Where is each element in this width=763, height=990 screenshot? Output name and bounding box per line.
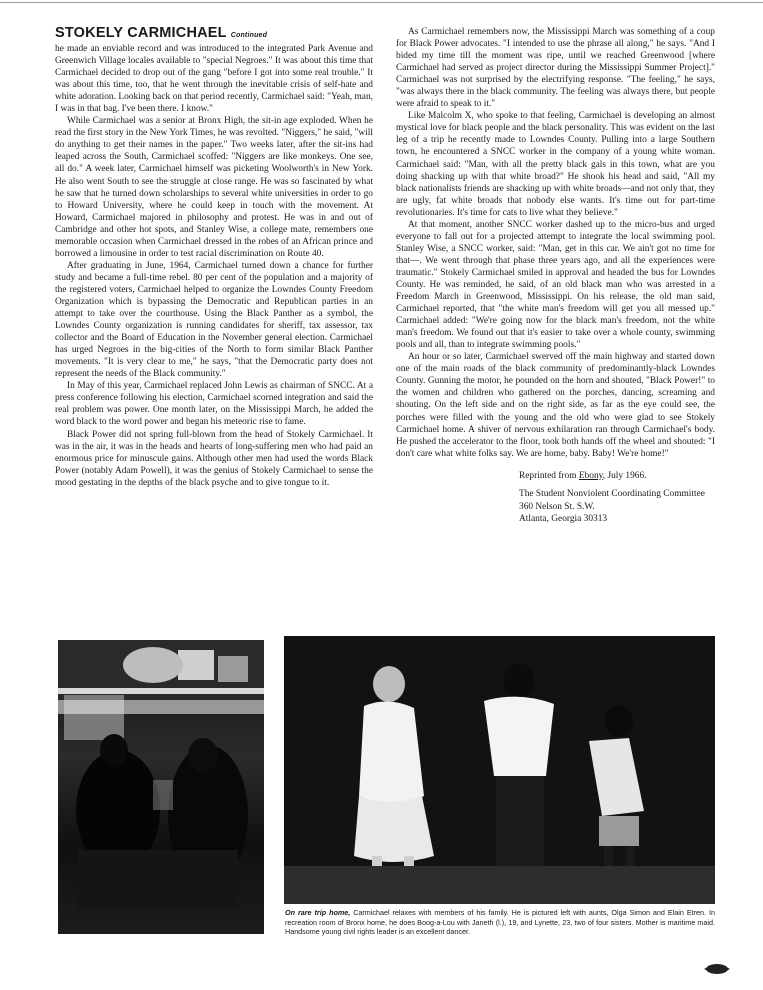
left-paragraph-1: he made an enviable record and was introduced to the integrated Park Avenue and Greenwich Village locales available to "special Negroes." It was about this time that Carmichael decided to drop out of the gang "before I got into some real trouble." It was about this time, too, that he went through the inevitable crisis of self-hate and white adoration. Looking back on that period recently, Carmichael said: "Yeah, man, I was in that bag. I've been there. I know." [55, 44, 373, 115]
dancing-photo-right [284, 636, 715, 904]
continued-label: Continued [230, 32, 268, 39]
left-paragraph-4: In May of this year, Carmichael replaced John Lewis as chairman of SNCC. At a press conference following his election, Carmichael scorned integration and said the real problem was power. One month later, on the Mississippi March, he added the word black to the word power and began his meteoric rise to fame. [55, 381, 373, 428]
photo-caption [285, 908, 715, 937]
org-city: Atlanta, Georgia 30313 [519, 514, 608, 525]
article-title [55, 26, 373, 43]
org-street: 360 Nelson St. S.W. [519, 501, 595, 512]
org-name: The Student Nonviolent Coordinating Committee [519, 489, 705, 500]
family-photo-left-image [58, 640, 264, 934]
dancing-photo-right-image [284, 636, 715, 904]
right-paragraph-2: Like Malcolm X, who spoke to that feeling, Carmichael is developing an almost mystical love for black people and the black personality. This was evident on the last leg of a trip he recently made to Lowndes County. Pulling into a large Southern town, he encountered a SNCC worker in the company of a young white woman. Carmichael said: "Man, with all the pretty black gals in this town, what are you doing shacking up with that white broad?" He shook his head and said, "All my black nationalists friends are shacking up with white broads—and not only that, they are ugly, fat white broads that nobody else wants. It's time out for part-time revolutionaries. It's time for cats to live what they believe." [396, 111, 715, 218]
title-text: STOKELY CARMICHAEL [55, 25, 227, 41]
family-photo-left [58, 640, 264, 934]
left-paragraph-2: While Carmichael was a senior at Bronx High, the sit-in age exploded. When he read the first story in the New York Times, he was revolted. "Niggers," he said, "will do anything to get their names in the paper." Two weeks later, after the sit-ins had leaped across the South, Carmichael scoffed: "Niggers are like monkeys. One see, all do." A week later, Carmichael himself was picketing Woolworth's in New York. He also went South to see the struggle at close range. He was so fascinated by what he saw that he turned down scholarships to several white universities in order to go to Howard University, where he could keep in touch with the movement. At Howard, Carmichael majored in philosophy and protest. He was in and out of Cambridge and other hot spots, and Stanley Wise, a college mate, remembers one memorable occasion when Carmichael dressed in the robes of an African prince and borrowed a limousine in order to test racial discrimination on Route 40. [55, 116, 373, 259]
page-ornament-icon [704, 963, 730, 975]
right-column [396, 26, 715, 526]
right-paragraph-4: An hour or so later, Carmichael swerved off the main highway and started down one of the main roads of the black community of predominantly-black Lowndes County. Gunning the motor, he pounded on the horn and shouted, "Black Power!" to the women and children who gathered on the porches, dancing, screaming and shouting. On the left side and on the right side, as far as the eye could see, the porches were filled with the young and the old who were glad to see Stokely Carmichael home. A shiver of nervous exhilaration ran through Carmichael's body. He pushed the accelerator to the floor, took both hands off the wheel and shouted: "I don't care what white folks say. We are home, baby. Baby! We're home!" [396, 352, 715, 459]
left-paragraph-3: After graduating in June, 1964, Carmichael turned down a chance for further study and became a full-time rebel. 80 per cent of the population and a majority of the registered voters, Carmichael helped to organize the Lowndes County Freedom Organization which is bypassing the Democratic and Republican parties in an attempt to take over the courthouse. Using the Black Panther as a symbol, the Lowndes County organization is running candidates for sheriff, tax assessor, tax collector and the Board of Education in the November general election. Carmichael has urged Negroes in the big-cities of the North to form similar Black Panther movements. "It is very clear to me," he says, "that the Democratic party does not represent the needs of the Black community." [55, 260, 373, 380]
reprint-line [519, 470, 715, 483]
reprint-source: Ebony [578, 470, 603, 481]
caption-text: Carmichael relaxes with members of his family. He is pictured left with aunts, Olga Simon and Elain Etren. In recreation room of Bronx home, he does Boog-a-Lou with Janeth (l.), 19, and Lynette, 23, two of four sisters. Mother is maritime maid. Handsome young civil rights leader is an excellent dancer. [285, 908, 715, 936]
right-paragraph-3: At that moment, another SNCC worker dashed up to the micro-bus and urged everyone to fall out for a projected attempt to integrate the local swimming pool. Stanley Wise, a SNCC worker, said: "Man, get in this car. We ain't got no time for that—. We went through that phase three years ago, and all the experiences were traumatic." Stokely Carmichael smiled in approval and headed the bus for Lowndes County. He was reminded, he said, of an old black man who was arrested in a Freedom March in Greenwood, Mississippi. On his release, the old man said, Carmichael reported, that "the white man's freedom will get you all messed up." Carmichael added: "We're going now for the black man's freedom, not the white man's freedom. We found out that it's easier to take over a whole county, swimming pools and all, than to integrate swimming pools." [396, 219, 715, 351]
reprint-credit [519, 470, 715, 526]
top-rule [0, 2, 763, 3]
reprint-date: , July 1966. [602, 470, 647, 481]
caption-lead: On rare trip home, [285, 908, 351, 917]
right-paragraph-1: As Carmichael remembers now, the Mississippi March was something of a coup for Black Power advocates. "I intended to use the phrase all along," he says. "And I bided my time till the moment was ripe, until we reached Greenwood [where Carmichael had served as project director during the Mississippi Summer Project]." Carmichael was not surprised by the electrifying response. "The feeling," he says, "was always there in the black community. The feeling was always there, but people were afraid to speak to it." [396, 27, 715, 110]
left-paragraph-5: Black Power did not spring full-blown from the head of Stokely Carmichael. It was in the air, it was in the heads and hearts of long-suffering men who had paid an enormous price for minuscule gains. Although other men had used the words Black Power (notably Adam Powell), it was the genius of Stokely Carmichael to sense the mood gestating in the depths of the black psyche and to give tongue to it. [55, 429, 373, 488]
reprint-prefix: Reprinted from [519, 470, 579, 481]
left-column [55, 26, 373, 489]
